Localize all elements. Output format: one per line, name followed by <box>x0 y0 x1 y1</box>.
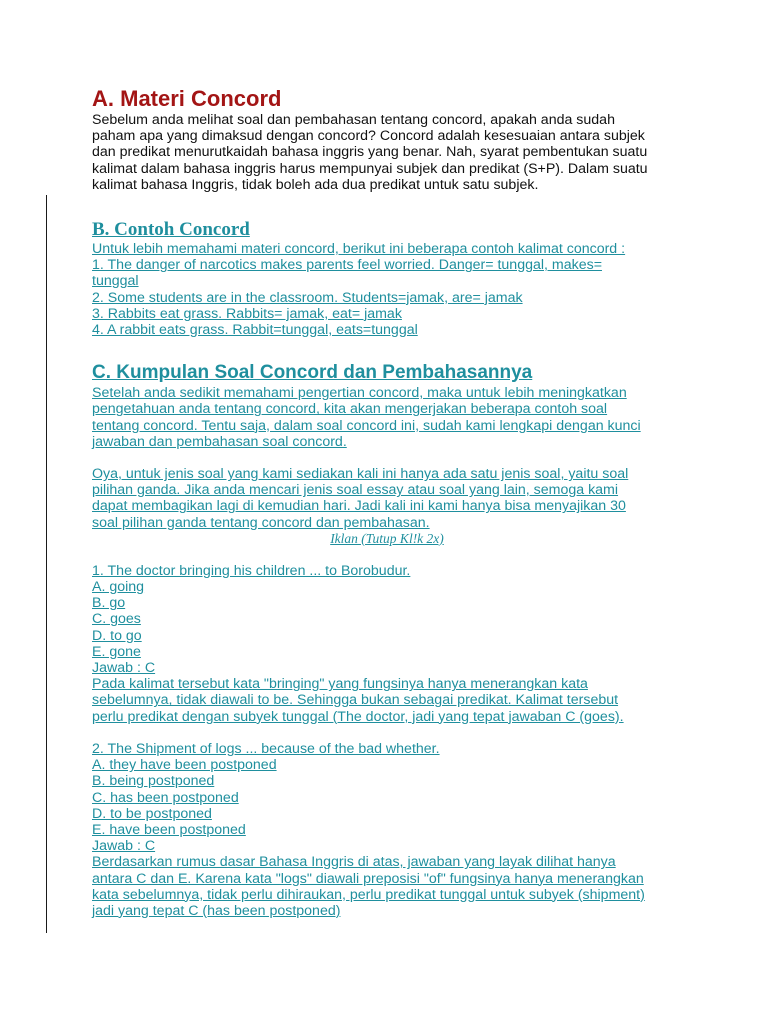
example-line[interactable]: 3. Rabbits eat grass. Rabbits= jamak, eat= jamak <box>92 305 402 322</box>
section-c-intro[interactable] <box>92 385 682 450</box>
intro-line[interactable]: Setelah anda sedikit memahami pengertian concord, maka untuk lebih meningkatkan <box>92 385 627 402</box>
example-line[interactable]: 4. A rabbit eats grass. Rabbit=tunggal, eats=tunggal <box>92 322 418 339</box>
section-c-heading[interactable]: C. Kumpulan Soal Concord dan Pembahasannya <box>92 362 533 384</box>
section-c-intro-2[interactable] <box>92 466 682 531</box>
paragraph-line: dan predikat menurutkaidah bahasa inggris yang benar. Nah, syarat pembentukan suatu <box>92 144 648 161</box>
paragraph-line: kalimat bahasa Inggris, tidak boleh ada dua predikat untuk satu subjek. <box>92 176 539 193</box>
explanation-line[interactable]: antara C dan E. Karena kata "logs" diawali preposisi "of" fungsinya hanya menerangkan <box>92 870 644 887</box>
intro-line[interactable]: soal pilihan ganda tentang concord dan pembahasan. <box>92 514 430 531</box>
paragraph-line: kalimat dalam bahasa inggris harus mempunyai subjek dan predikat (S+P). Dalam suatu <box>92 160 648 177</box>
question-text[interactable]: 1. The doctor bringing his children ... to Borobudur. <box>92 562 411 579</box>
margin-rule <box>46 195 47 933</box>
section-b-heading[interactable]: B. Contoh Concord <box>92 219 250 241</box>
example-line[interactable]: Untuk lebih memahami materi concord, berikut ini beberapa contoh kalimat concord : <box>92 241 626 258</box>
intro-line[interactable]: Oya, untuk jenis soal yang kami sediakan kali ini hanya ada satu jenis soal, yaitu soal <box>92 466 629 483</box>
answer-option[interactable]: D. to be postponed <box>92 805 212 822</box>
answer-option[interactable]: B. being postponed <box>92 773 215 790</box>
answer-option[interactable]: A. going <box>92 579 145 596</box>
intro-line[interactable]: pengetahuan anda tentang concord, kita akan mengerjakan beberapa contoh soal <box>92 401 608 418</box>
answer-option[interactable]: E. have been postponed <box>92 821 246 838</box>
explanation-line[interactable]: kata sebelumnya, tidak perlu dihiraukan, perlu predikat tunggal untuk subyek (shipment) <box>92 886 645 903</box>
section-a-paragraph <box>92 112 682 193</box>
question-1[interactable] <box>92 563 682 725</box>
question-2[interactable] <box>92 741 682 919</box>
intro-line[interactable]: dapat membagikan lagi di kemudian hari. Jadi kali ini kami hanya bisa menyajikan 30 <box>92 498 626 515</box>
example-line[interactable]: 2. Some students are in the classroom. Students=jamak, are= jamak <box>92 289 523 306</box>
intro-line[interactable]: tentang concord. Tentu saja, dalam soal concord ini, sudah kami lengkapi dengan kunci <box>92 417 641 434</box>
spacer <box>92 450 682 466</box>
example-line[interactable]: 1. The danger of narcotics makes parents feel worried. Danger= tunggal, makes= <box>92 257 602 274</box>
document-content <box>92 86 682 919</box>
spacer <box>92 547 682 563</box>
question-text[interactable]: 2. The Shipment of logs ... because of the bad whether. <box>92 740 440 757</box>
example-line[interactable]: tunggal <box>92 273 139 290</box>
explanation-line[interactable]: Berdasarkan rumus dasar Bahasa Inggris di atas, jawaban yang layak dilihat hanya <box>92 854 616 871</box>
answer-option[interactable]: D. to go <box>92 627 142 644</box>
answer-option[interactable]: E. gone <box>92 643 141 660</box>
answer-option[interactable]: C. has been postponed <box>92 789 239 806</box>
section-b-examples[interactable] <box>92 241 682 338</box>
intro-line[interactable]: pilihan ganda. Jika anda mencari jenis soal essay atau soal yang lain, semoga kami <box>92 482 619 499</box>
intro-line[interactable]: jawaban dan pembahasan soal concord. <box>92 433 347 450</box>
section-a-heading: A. Materi Concord <box>92 86 282 111</box>
explanation-line[interactable]: jadi yang tepat C (has been postponed) <box>92 902 341 919</box>
ad-close-link[interactable]: Iklan (Tutup Kl!k 2x) <box>330 530 444 546</box>
explanation-line[interactable]: sebelumnya, tidak diawali to be. Sehingga bukan sebagai predikat. Kalimat tersebut <box>92 692 619 709</box>
answer-key[interactable]: Jawab : C <box>92 660 156 677</box>
paragraph-line: paham apa yang dimaksud dengan concord? Concord adalah kesesuaian antara subjek <box>92 128 645 145</box>
answer-option[interactable]: C. goes <box>92 611 141 628</box>
spacer <box>92 725 682 741</box>
answer-option[interactable]: A. they have been postponed <box>92 757 277 774</box>
paragraph-line: Sebelum anda melihat soal dan pembahasan tentang concord, apakah anda sudah <box>92 112 615 128</box>
explanation-line[interactable]: perlu predikat dengan subyek tunggal (The doctor, jadi yang tepat jawaban C (goes). <box>92 708 624 725</box>
explanation-line[interactable]: Pada kalimat tersebut kata "bringing" yang fungsinya hanya menerangkan kata <box>92 676 588 693</box>
answer-key[interactable]: Jawab : C <box>92 838 156 855</box>
answer-option[interactable]: B. go <box>92 595 126 612</box>
